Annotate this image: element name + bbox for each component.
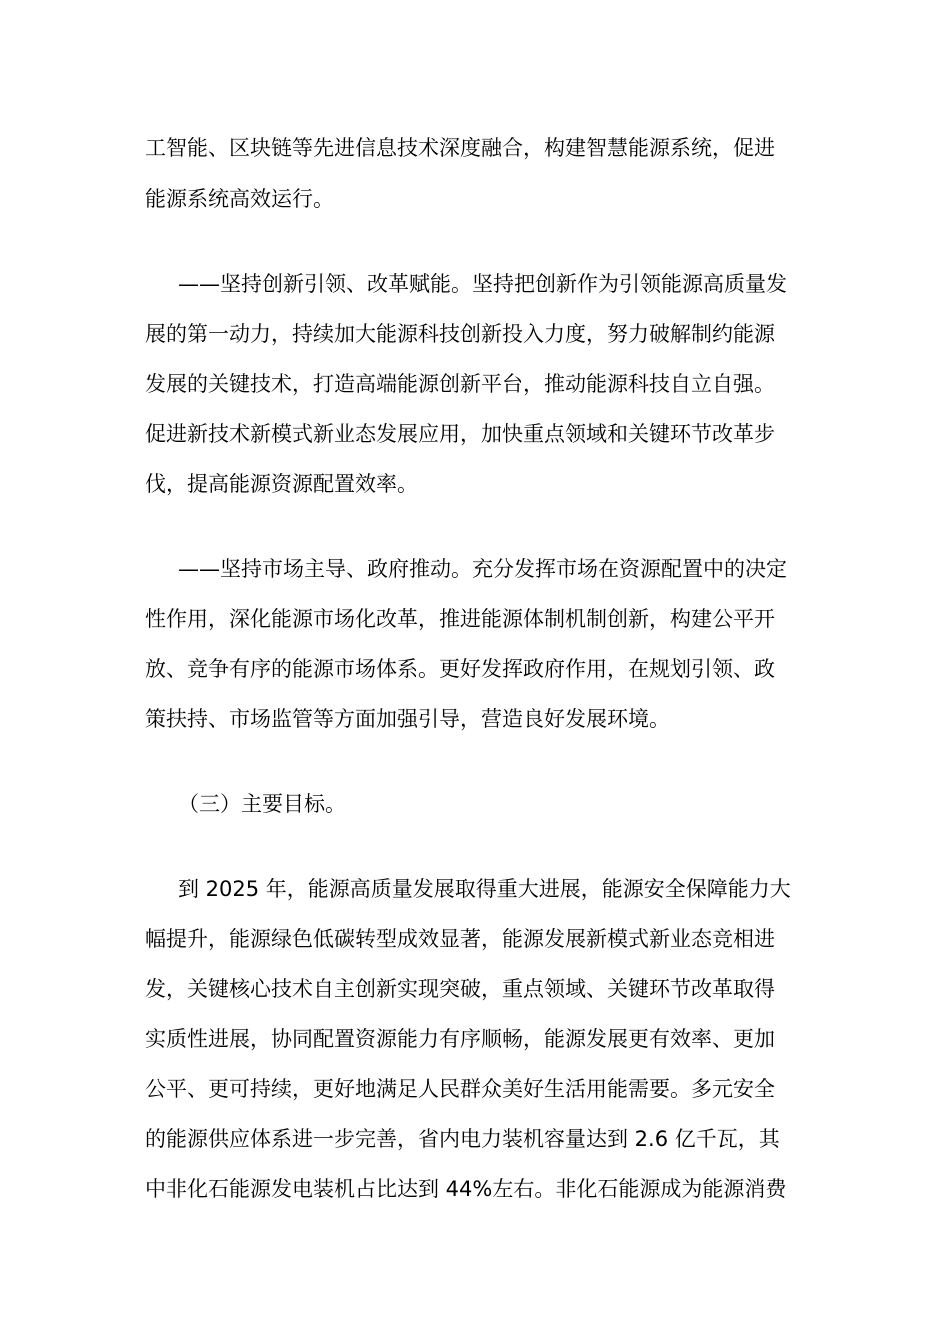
section-heading: （三）主要目标。 [178,792,346,816]
text-line-10: 放、竞争有序的能源市场体系。更好发挥政府作用，在规划引领、政 [145,657,775,681]
text-line-19: 中非化石能源发电装机占比达到 44%左右。非化石能源成为能源消费 [145,1177,787,1201]
text-line-15: 发，关键核心技术自主创新实现突破，重点领域、关键环节改革取得 [145,977,775,1001]
text-line-2: 能源系统高效运行。 [145,187,334,211]
text-line-14: 幅提升，能源绿色低碳转型成效显著，能源发展新模式新业态竞相进 [145,927,775,951]
text-line-18: 的能源供应体系进一步完善，省内电力装机容量达到 2.6 亿千瓦，其 [145,1127,780,1151]
text-line-11: 策扶持、市场监管等方面加强引导，营造良好发展环境。 [145,707,670,731]
text-line-6: 促进新技术新模式新业态发展应用，加快重点领域和关键环节改革步 [145,422,775,446]
text-line-8: ——坚持市场主导、政府推动。充分发挥市场在资源配置中的决定 [178,557,787,581]
text-line-1: 工智能、区块链等先进信息技术深度融合，构建智慧能源系统，促进 [145,136,775,160]
text-line-13: 到 2025 年，能源高质量发展取得重大进展，能源安全保障能力大 [178,877,791,901]
text-line-7: 伐，提高能源资源配置效率。 [145,472,418,496]
text-line-16: 实质性进展，协同配置资源能力有序顺畅，能源发展更有效率、更加 [145,1027,775,1051]
text-line-17: 公平、更可持续，更好地满足人民群众美好生活用能需要。多元安全 [145,1077,775,1101]
text-line-9: 性作用，深化能源市场化改革，推进能源体制机制创新，构建公平开 [145,607,775,631]
text-line-3: ——坚持创新引领、改革赋能。坚持把创新作为引领能源高质量发 [178,272,787,296]
text-line-5: 发展的关键技术，打造高端能源创新平台，推动能源科技自立自强。 [145,372,775,396]
text-line-4: 展的第一动力，持续加大能源科技创新投入力度，努力破解制约能源 [145,322,775,346]
